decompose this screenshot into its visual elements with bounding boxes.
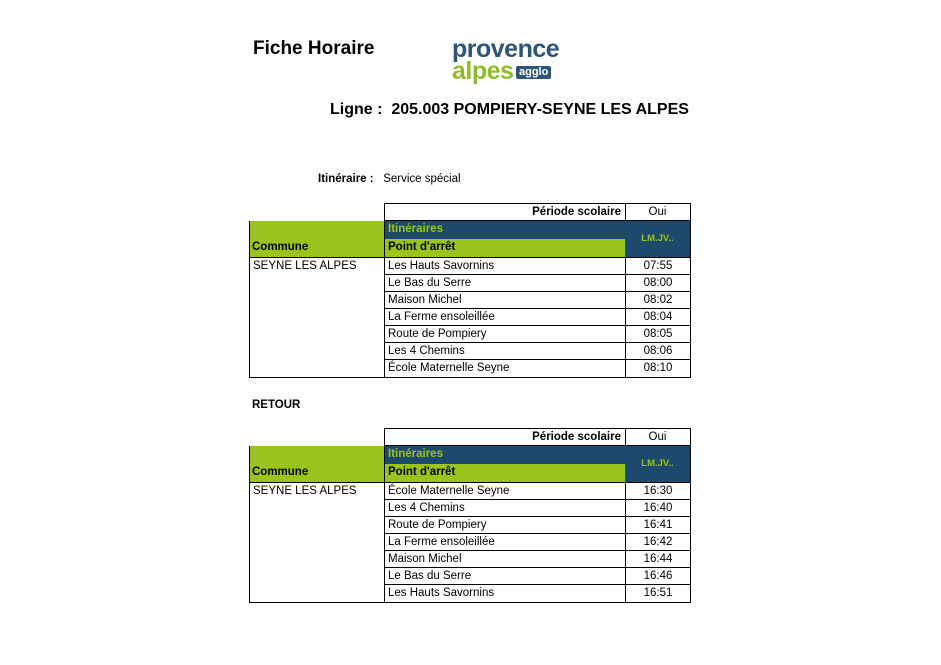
- days-header: LM.JV..: [625, 446, 691, 482]
- itinerary-label: Itinéraire :: [318, 173, 374, 185]
- days-header: LM.JV..: [625, 221, 691, 257]
- table-bottom-border: [384, 602, 691, 603]
- stop-time: 08:05: [625, 325, 691, 343]
- point-arret-header: Point d'arrêt: [384, 464, 626, 482]
- line-label: Ligne :: [330, 101, 383, 118]
- itinerary-info: [318, 173, 461, 185]
- table-bottom-border: [384, 377, 691, 378]
- stop-name: Route de Pompiery: [384, 516, 626, 534]
- line-value: 205.003 POMPIERY-SEYNE LES ALPES: [391, 101, 689, 118]
- periode-label: Période scolaire: [384, 428, 626, 446]
- logo-badge-agglo: agglo: [516, 66, 551, 79]
- stop-name: Maison Michel: [384, 550, 626, 568]
- stop-time: 16:30: [625, 482, 691, 500]
- commune-cell: SEYNE LES ALPES: [249, 257, 384, 378]
- provence-alpes-agglo-logo: [452, 36, 572, 84]
- point-arret-header: Point d'arrêt: [384, 239, 626, 257]
- stop-time: 16:41: [625, 516, 691, 534]
- itineraires-header: Itinéraires: [384, 446, 626, 464]
- stop-name: Les Hauts Savornins: [384, 584, 626, 602]
- stop-time: 16:51: [625, 584, 691, 602]
- page-title: Fiche Horaire: [253, 38, 375, 59]
- stop-name: La Ferme ensoleillée: [384, 533, 626, 551]
- stop-name: École Maternelle Seyne: [384, 359, 626, 377]
- stop-time: 16:46: [625, 567, 691, 585]
- stop-time: 08:00: [625, 274, 691, 292]
- stop-name: Le Bas du Serre: [384, 567, 626, 585]
- stop-name: Les Hauts Savornins: [384, 257, 626, 275]
- itineraires-header: Itinéraires: [384, 221, 626, 239]
- stop-time: 08:06: [625, 342, 691, 360]
- logo-line-alpes: alpes: [452, 57, 514, 85]
- stop-name: Les 4 Chemins: [384, 499, 626, 517]
- commune-cell: SEYNE LES ALPES: [249, 482, 384, 603]
- retour-heading: RETOUR: [252, 399, 301, 411]
- stop-name: Route de Pompiery: [384, 325, 626, 343]
- commune-header: Commune: [252, 466, 309, 478]
- periode-label: Période scolaire: [384, 203, 626, 221]
- periode-value: Oui: [625, 428, 691, 446]
- logo-line-provence: provence: [452, 35, 560, 63]
- stop-time: 08:10: [625, 359, 691, 377]
- stop-name: Les 4 Chemins: [384, 342, 626, 360]
- stop-name: La Ferme ensoleillée: [384, 308, 626, 326]
- stop-name: École Maternelle Seyne: [384, 482, 626, 500]
- stop-time: 16:40: [625, 499, 691, 517]
- stop-time: 08:04: [625, 308, 691, 326]
- line-heading: [330, 101, 689, 119]
- stop-name: Maison Michel: [384, 291, 626, 309]
- stop-name: Le Bas du Serre: [384, 274, 626, 292]
- stop-time: 07:55: [625, 257, 691, 275]
- stop-time: 08:02: [625, 291, 691, 309]
- stop-time: 16:42: [625, 533, 691, 551]
- stop-time: 16:44: [625, 550, 691, 568]
- commune-header: Commune: [252, 241, 309, 253]
- periode-value: Oui: [625, 203, 691, 221]
- itinerary-value: Service spécial: [383, 173, 461, 185]
